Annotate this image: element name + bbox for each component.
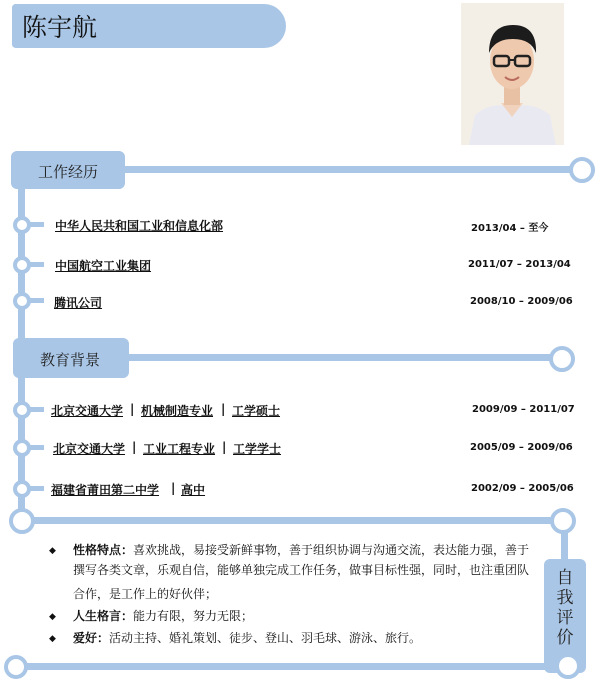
work-timeline-connector	[30, 298, 44, 303]
education-timeline-connector	[30, 445, 44, 450]
work-timeline-knot	[13, 292, 31, 310]
education-major: 机械制造专业	[141, 404, 214, 418]
education-timeline-knot	[13, 401, 31, 419]
personality-line-2: 撰写各类文章，乐观自信，能够单独完成工作任务，做事目标性强，同时，也注重团队	[73, 563, 530, 577]
education-school: 福建省莆田第二中学	[51, 483, 160, 497]
education-school: 北京交通大学	[53, 442, 126, 456]
education-timeline-knot	[13, 480, 31, 498]
work-org: 中国航空工业集团	[55, 259, 152, 273]
education-separator: |	[171, 481, 176, 495]
education-timeline-knot	[13, 439, 31, 457]
education-date: 2009/09 – 2011/07	[472, 404, 575, 415]
education-date: 2005/09 – 2009/06	[470, 442, 573, 453]
work-divider	[124, 166, 574, 173]
person-name: 陈宇航	[22, 13, 98, 42]
education-degree: 工学学士	[233, 442, 282, 456]
work-org: 腾讯公司	[54, 296, 103, 310]
bullet-icon: ◆	[49, 634, 56, 644]
evaluation-frame-start-ring	[9, 508, 35, 534]
education-divider-end-ring	[549, 346, 575, 372]
evaluation-top-line	[34, 517, 551, 524]
education-major: 工业工程专业	[143, 442, 216, 456]
education-separator: |	[221, 402, 226, 416]
work-date: 2013/04 – 至今	[471, 223, 549, 234]
bullet-icon: ◆	[49, 546, 56, 556]
work-date: 2008/10 – 2009/06	[470, 296, 573, 307]
evaluation-frame-top-ring	[550, 508, 576, 534]
evaluation-bottom-line	[27, 663, 555, 670]
work-timeline-knot	[13, 256, 31, 274]
education-separator: |	[132, 440, 137, 454]
work-section-title: 工作经历	[38, 163, 99, 181]
work-divider-end-ring	[569, 157, 595, 183]
education-date: 2002/09 – 2005/06	[471, 483, 574, 494]
education-timeline-connector	[30, 486, 44, 491]
motto-line: 人生格言：能力有限，努力无限；	[73, 609, 254, 623]
work-date: 2011/07 – 2013/04	[468, 259, 571, 270]
work-timeline-connector	[30, 222, 44, 227]
evaluation-right-connector	[561, 533, 568, 561]
bullet-icon: ◆	[49, 612, 56, 622]
work-timeline-connector	[30, 262, 44, 267]
education-degree: 工学硕士	[232, 404, 281, 418]
personality-line-3: 合作，是工作上的好伙伴；	[73, 587, 218, 601]
education-degree: 高中	[181, 483, 206, 497]
education-timeline-connector	[30, 407, 44, 412]
hobby-line: 爱好：活动主持、婚礼策划、徒步、登山、羽毛球、游泳、旅行。	[73, 631, 422, 645]
education-divider	[128, 354, 556, 361]
education-school: 北京交通大学	[51, 404, 124, 418]
education-separator: |	[130, 402, 135, 416]
evaluation-frame-bottom-right-ring	[555, 653, 581, 679]
education-separator: |	[222, 440, 227, 454]
evaluation-section-title: 自我评价	[556, 568, 574, 648]
education-section-title: 教育背景	[40, 351, 101, 369]
work-timeline-knot	[13, 216, 31, 234]
profile-photo	[461, 3, 564, 145]
work-org: 中华人民共和国工业和信息化部	[55, 219, 224, 233]
personality-line-1: 性格特点：喜欢挑战，易接受新鲜事物，善于组织协调与沟通交流，表达能力强，善于	[73, 543, 530, 557]
evaluation-frame-bottom-left-ring	[4, 655, 28, 679]
